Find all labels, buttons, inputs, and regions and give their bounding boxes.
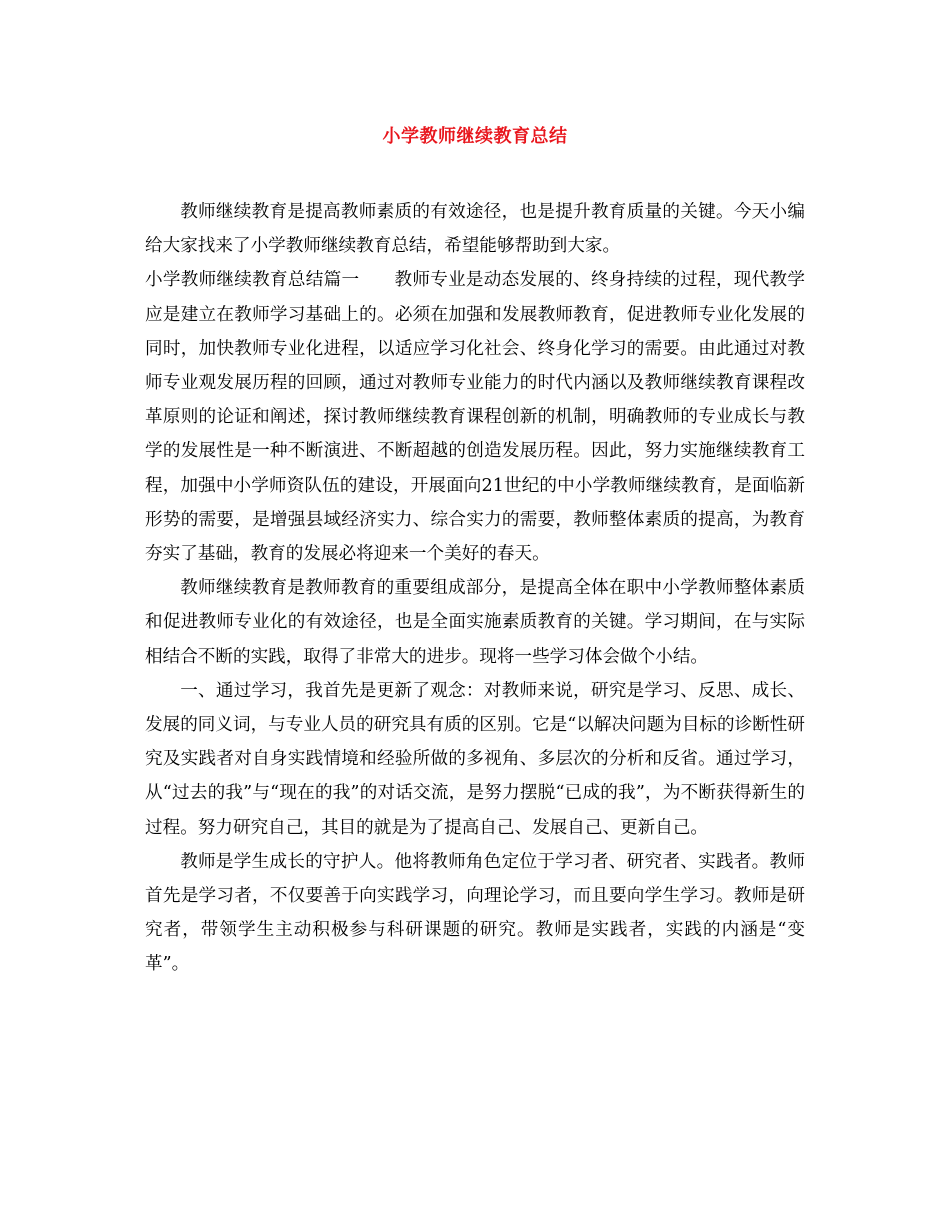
paragraph-3: 一、通过学习，我首先是更新了观念：对教师来说，研究是学习、反思、成长、发展的同义词，与专业人员的研究具有质的区别。它是“以解决问题为目标的诊断性研究及实践者对自身实践情境和经验所做的多视角、多层次的分析和反省。通过学习，从“过去的我”与“现在的我”的对话交流，是努力摆脱“已成的我”，为不断获得新生的过程。努力研究自己，其目的就是为了提高自己、发展自己、更新自己。 xyxy=(145,680,805,838)
paragraph-4: 教师是学生成长的守护人。他将教师角色定位于学习者、研究者、实践者。教师首先是学习者，不仅要善于向实践学习，向理论学习，而且要向学生学习。教师是研究者，带领学生主动积极参与科研课题的研究。教师是实践者，实践的内涵是“变革”。 xyxy=(145,851,805,975)
paragraph-1-text: 教师专业是动态发展的、终身持续的过程，现代教学应是建立在教师学习基础上的。必须在加强和发展教师教育，促进教师专业化发展的同时，加快教师专业化进程，以适应学习化社会、终身化学习的需要。由此通过对教师专业观发展历程的回顾，通过对教师专业能力的时代内涵以及教师继续教育课程改革原则的论证和阐述，探讨教师继续教育课程创新的机制，明确教师的专业成长与教学的发展性是一种不断演进、不断超越的创造发展历程。因此，努力实施继续教育工程，加强中小学师资队伍的建设，开展面向21世纪的中小学教师继续教育，是面临新形势的需要，是增强县域经济实力、综合实力的需要，教师整体素质的提高，为教育夯实了基础，教育的发展必将迎来一个美好的春天。 xyxy=(145,270,805,565)
intro-paragraph: 教师继续教育是提高教师素质的有效途径，也是提升教育质量的关键。今天小编给大家找来了小学教师继续教育总结，希望能够帮助到大家。 xyxy=(145,202,805,257)
section-paragraph-1 xyxy=(145,263,805,571)
paragraph-2: 教师继续教育是教师教育的重要组成部分，是提高全体在职中小学教师整体素质和促进教师专业化的有效途径，也是全面实施素质教育的关键。学习期间，在与实际相结合不断的实践，取得了非常大的进步。现将一些学习体会做个小结。 xyxy=(145,578,805,667)
document-body xyxy=(145,195,805,982)
section-heading: 小学教师继续教育总结篇一 xyxy=(145,270,360,291)
document-title: 小学教师继续教育总结 xyxy=(382,126,568,147)
